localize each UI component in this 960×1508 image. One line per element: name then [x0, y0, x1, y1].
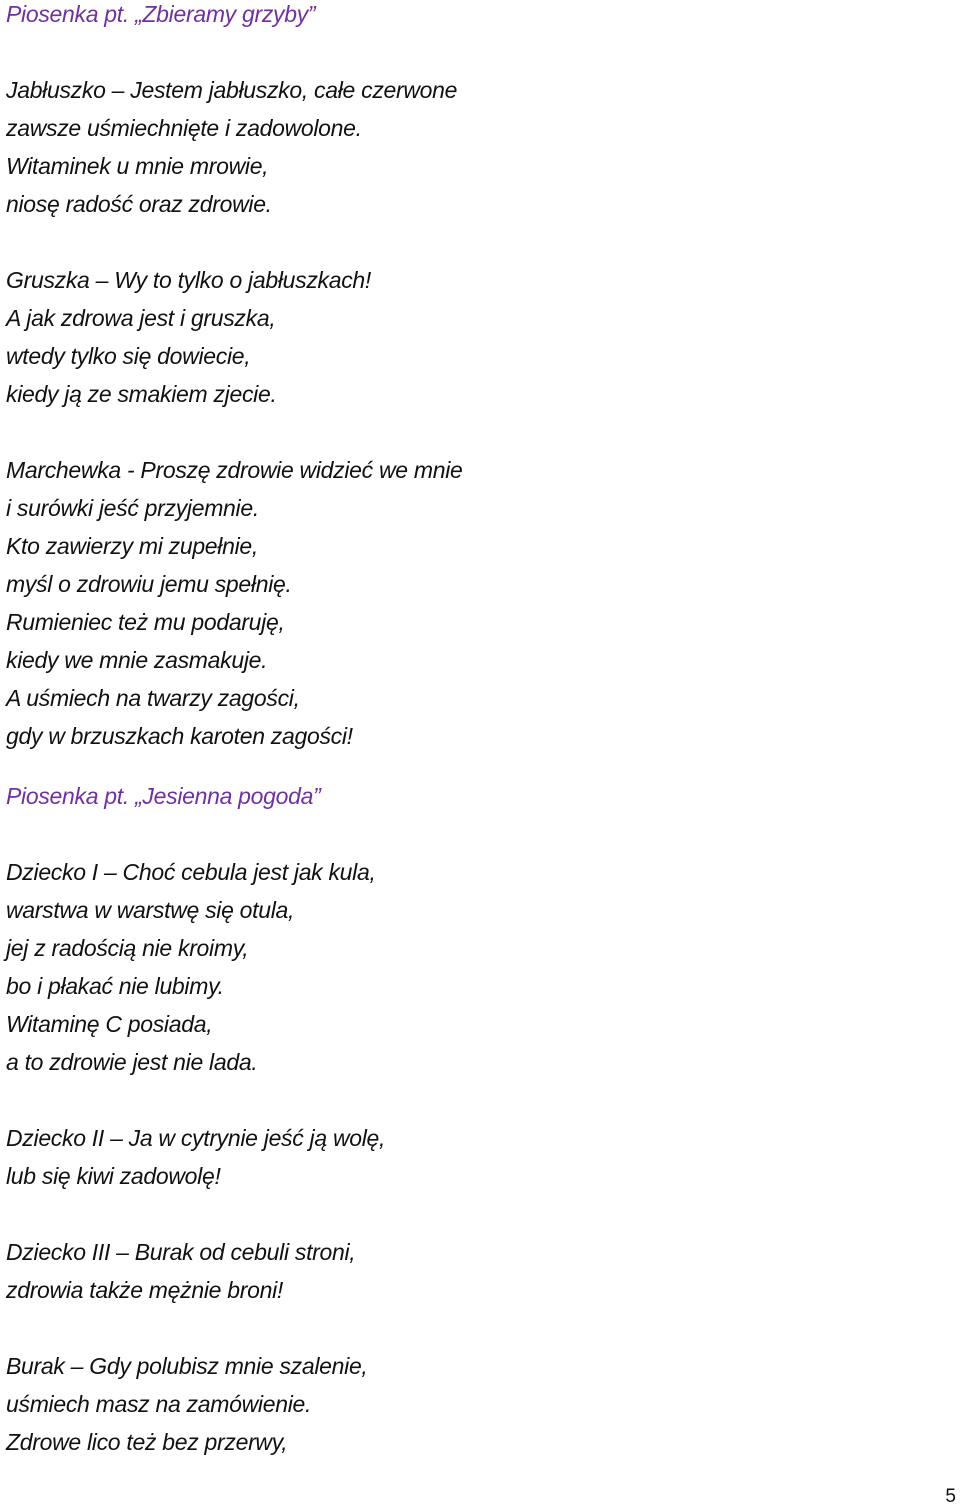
verse-line: zawsze uśmiechnięte i zadowolone.	[6, 115, 362, 141]
verse-line: bo i płakać nie lubimy.	[6, 973, 224, 999]
verse-line: kiedy we mnie zasmakuje.	[6, 647, 268, 673]
verse-line: zdrowia także mężnie broni!	[6, 1277, 283, 1303]
song-title: Piosenka pt. „Jesienna pogoda”	[6, 783, 321, 809]
verse-line: uśmiech masz na zamówienie.	[6, 1391, 312, 1417]
verse-line: A uśmiech na twarzy zagości,	[6, 685, 300, 711]
verse-line: Dziecko III – Burak od cebuli stroni,	[6, 1239, 356, 1265]
stanza	[6, 1347, 463, 1461]
stanza	[6, 853, 463, 1081]
verse-line: kiedy ją ze smakiem zjecie.	[6, 381, 277, 407]
stanza	[6, 1119, 463, 1195]
verse-line: Witaminę C posiada,	[6, 1011, 213, 1037]
verse-line: jej z radością nie kroimy,	[6, 935, 249, 961]
stanza	[6, 71, 463, 223]
verse-line: Burak – Gdy polubisz mnie szalenie,	[6, 1353, 368, 1379]
document-body	[6, 0, 463, 1461]
verse-line: Jabłuszko – Jestem jabłuszko, całe czerwone	[6, 77, 458, 103]
verse-line: Gruszka – Wy to tylko o jabłuszkach!	[6, 267, 372, 293]
verse-line: Dziecko I – Choć cebula jest jak kula,	[6, 859, 376, 885]
verse-line: Dziecko II – Ja w cytrynie jeść ją wolę,	[6, 1125, 386, 1151]
verse-line: Rumieniec też mu podaruję,	[6, 609, 285, 635]
stanza	[6, 1233, 463, 1309]
verse-line: Witaminek u mnie mrowie,	[6, 153, 269, 179]
verse-line: Kto zawierzy mi zupełnie,	[6, 533, 258, 559]
verse-line: niosę radość oraz zdrowie.	[6, 191, 272, 217]
verse-line: Zdrowe lico też bez przerwy,	[6, 1429, 288, 1455]
verse-line: gdy w brzuszkach karoten zagości!	[6, 723, 353, 749]
stanza	[6, 451, 463, 755]
verse-line: lub się kiwi zadowolę!	[6, 1163, 221, 1189]
stanza	[6, 261, 463, 413]
verse-line: i surówki jeść przyjemnie.	[6, 495, 259, 521]
verse-line: A jak zdrowa jest i gruszka,	[6, 305, 276, 331]
verse-line: warstwa w warstwę się otula,	[6, 897, 295, 923]
page-number: 5	[945, 1486, 956, 1507]
verse-line: Marchewka - Proszę zdrowie widzieć we mnie	[6, 457, 463, 483]
song-title: Piosenka pt. „Zbieramy grzyby”	[6, 1, 316, 27]
verse-line: wtedy tylko się dowiecie,	[6, 343, 251, 369]
verse-line: myśl o zdrowiu jemu spełnię.	[6, 571, 292, 597]
verse-line: a to zdrowie jest nie lada.	[6, 1049, 258, 1075]
